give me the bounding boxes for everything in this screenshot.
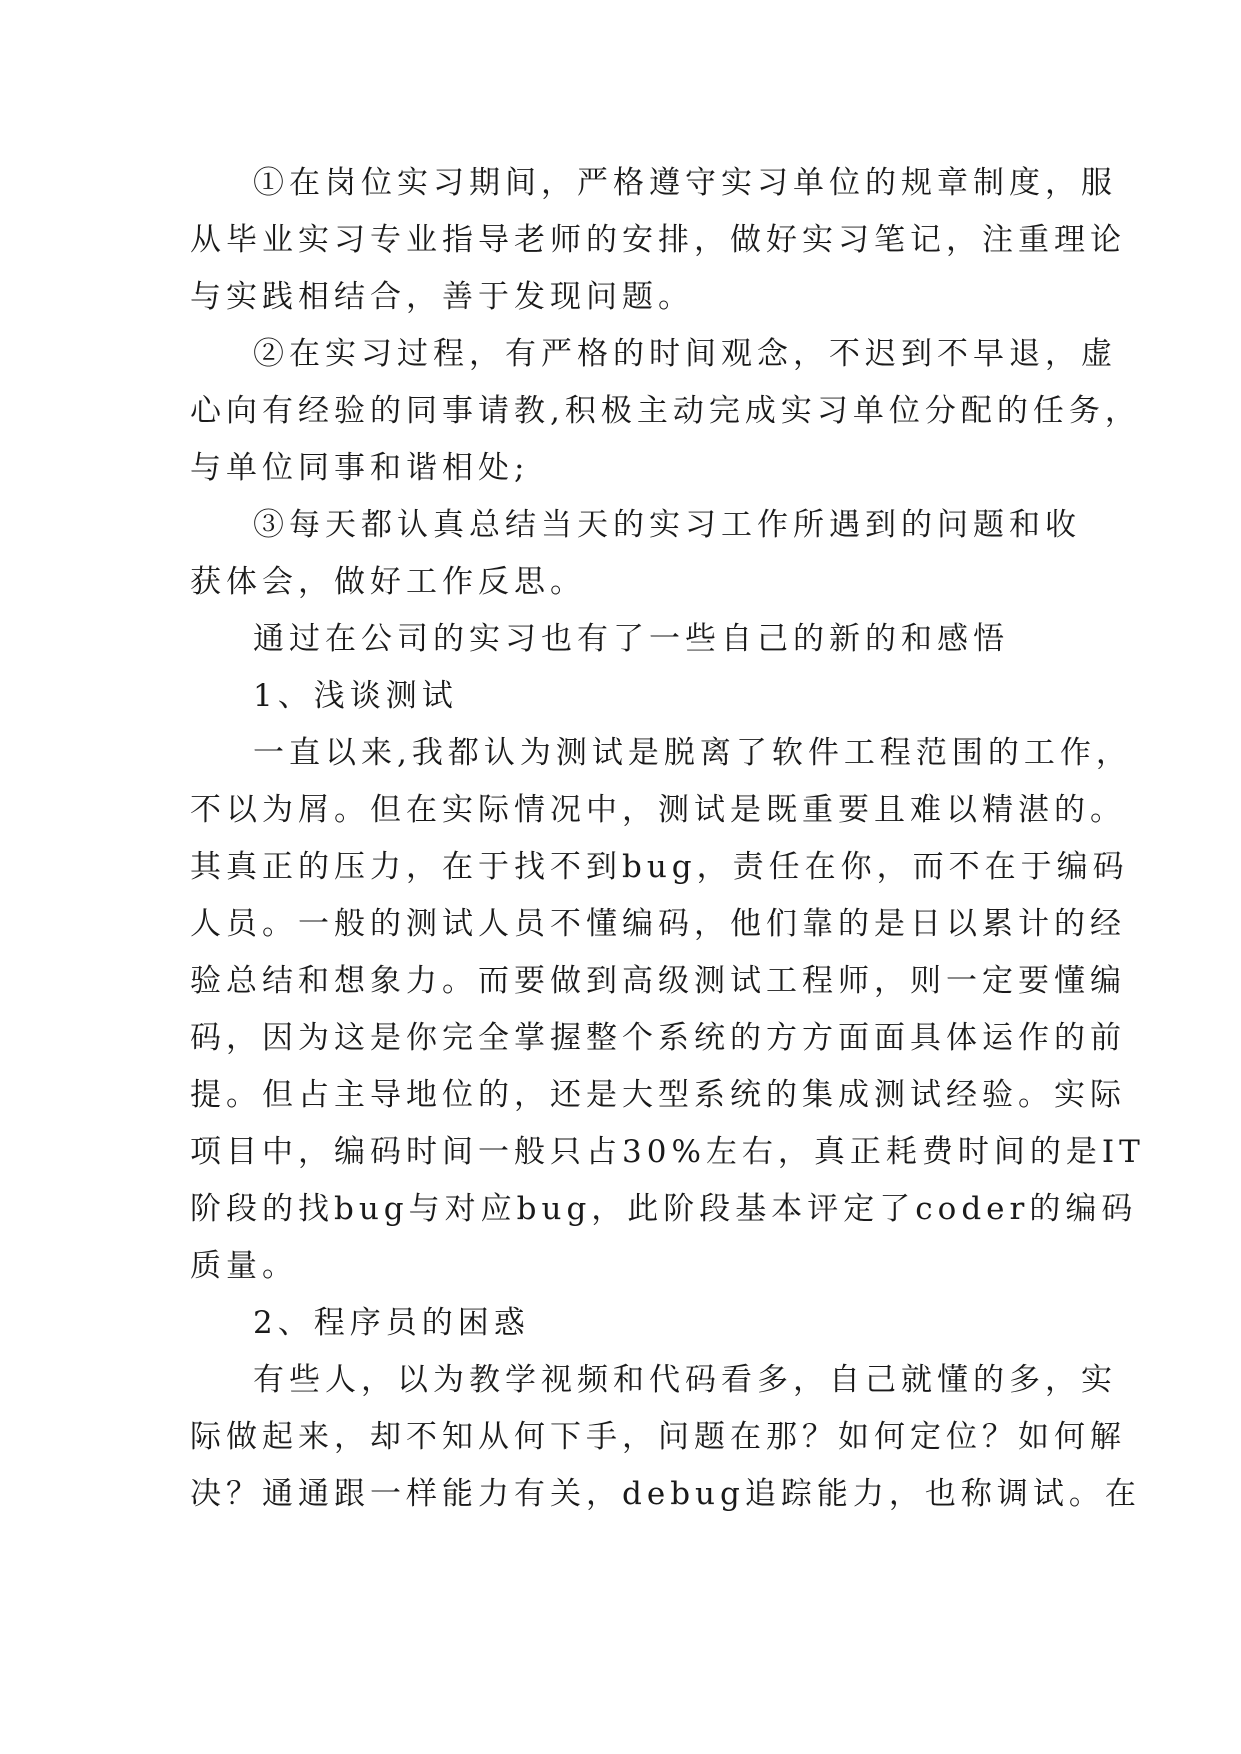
section-heading: 1、浅谈测试 (253, 678, 458, 714)
text-line: 质量。 (190, 1248, 298, 1284)
text-line: 不以为屑。但在实际情况中，测试是既重要且难以精湛的。 (190, 792, 1126, 828)
text-line: 其真正的压力，在于找不到bug，责任在你，而不在于编码 (190, 849, 1129, 885)
text-line: 通过在公司的实习也有了一些自己的新的和感悟 (253, 621, 1009, 657)
text-line: 有些人，以为教学视频和代码看多，自己就懂的多，实 (253, 1362, 1117, 1398)
section-heading: 2、程序员的困惑 (253, 1305, 530, 1341)
text-line: 码，因为这是你完全掌握整个系统的方方面面具体运作的前 (190, 1020, 1126, 1056)
text-line: 决？通通跟一样能力有关，debug追踪能力，也称调试。在 (190, 1476, 1141, 1512)
text-line: 项目中，编码时间一般只占30%左右，真正耗费时间的是IT (190, 1134, 1145, 1170)
text-line: 验总结和想象力。而要做到高级测试工程师，则一定要懂编 (190, 963, 1126, 999)
text-line: 人员。一般的测试人员不懂编码，他们靠的是日以累计的经 (190, 906, 1126, 942)
text-line: 获体会，做好工作反思。 (190, 564, 586, 600)
text-line: ②在实习过程，有严格的时间观念，不迟到不早退，虚 (253, 336, 1117, 372)
text-line: 一直以来,我都认为测试是脱离了软件工程范围的工作， (253, 735, 1132, 771)
text-line: ①在岗位实习期间，严格遵守实习单位的规章制度，服 (253, 165, 1117, 201)
text-line: ③每天都认真总结当天的实习工作所遇到的问题和收 (253, 507, 1081, 543)
text-line: 心向有经验的同事请教,积极主动完成实习单位分配的任务， (190, 393, 1141, 429)
text-line: 提。但占主导地位的，还是大型系统的集成测试经验。实际 (190, 1077, 1126, 1113)
text-line: 与实践相结合，善于发现问题。 (190, 279, 694, 315)
text-line: 际做起来，却不知从何下手，问题在那？如何定位？如何解 (190, 1419, 1126, 1455)
text-line: 与单位同事和谐相处; (190, 450, 530, 486)
text-line: 从毕业实习专业指导老师的安排，做好实习笔记，注重理论 (190, 222, 1126, 258)
text-line: 阶段的找bug与对应bug，此阶段基本评定了coder的编码 (190, 1191, 1138, 1227)
